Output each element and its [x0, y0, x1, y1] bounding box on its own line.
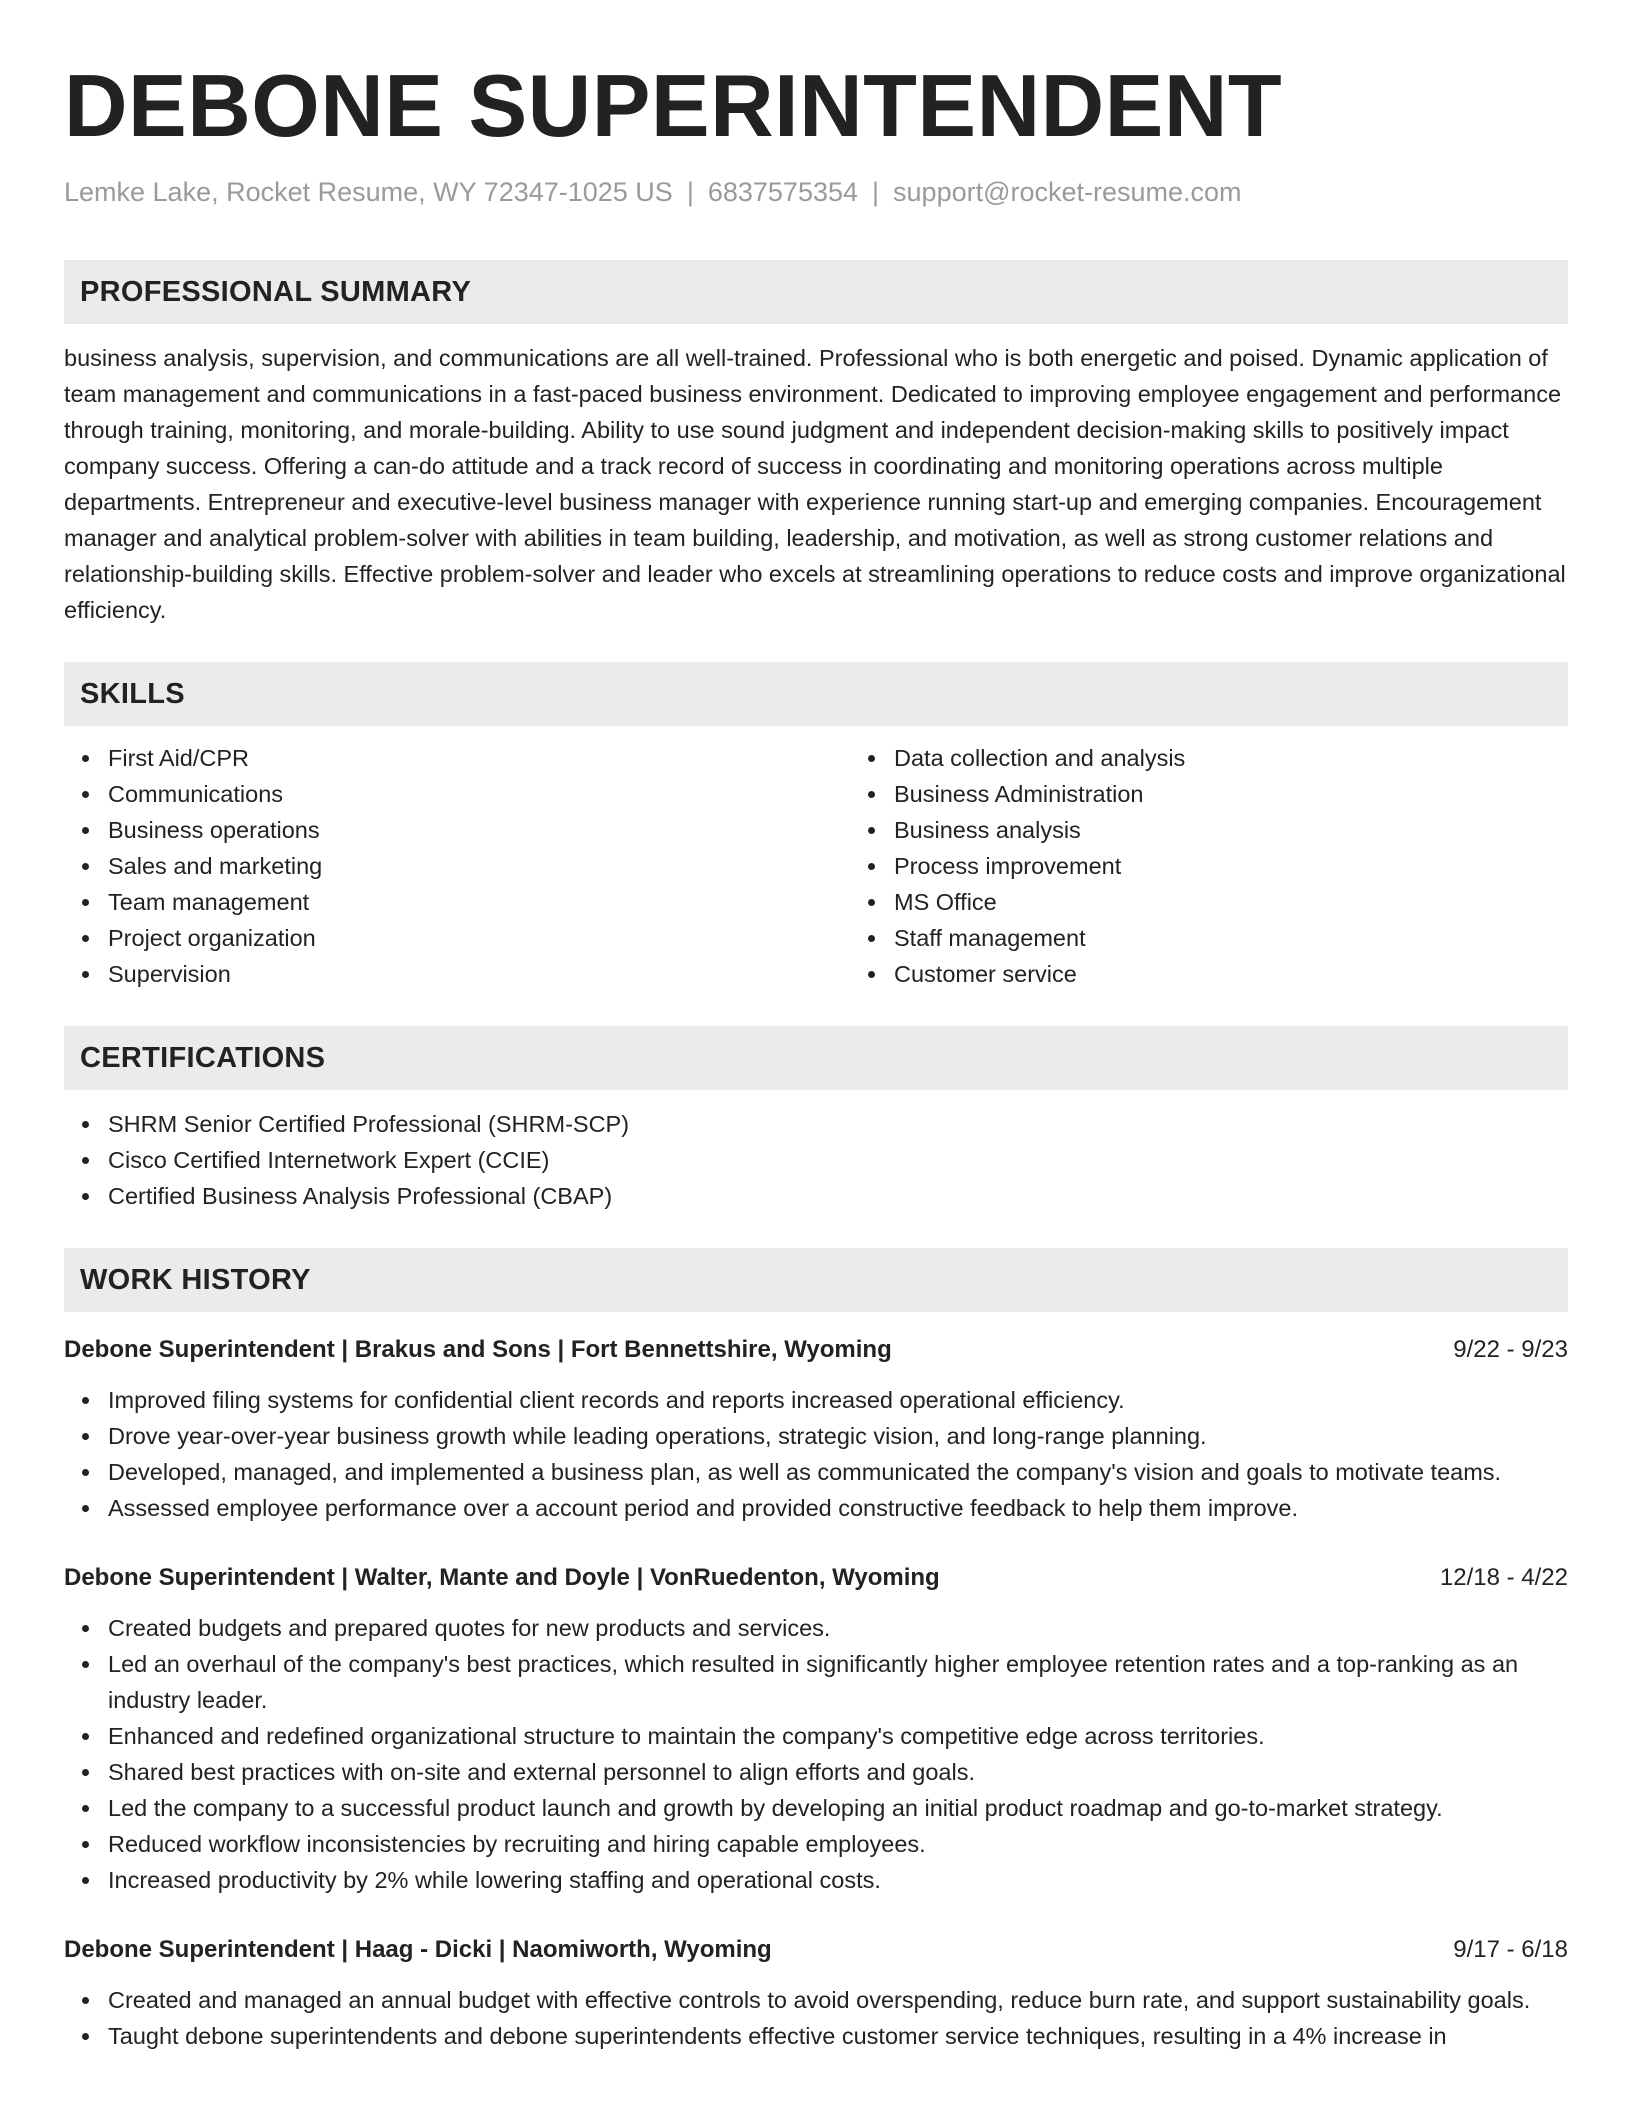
skill-item: Supervision: [108, 956, 850, 992]
certifications-list: [64, 1106, 1568, 1214]
section-header-certifications: CERTIFICATIONS: [64, 1026, 1568, 1090]
job-bullet: Reduced workflow inconsistencies by recruiting and hiring capable employees.: [108, 1826, 1568, 1862]
skill-item: Customer service: [894, 956, 1632, 992]
job-header: [64, 1932, 1568, 1968]
section-header-work-history: WORK HISTORY: [64, 1248, 1568, 1312]
certification-item: SHRM Senior Certified Professional (SHRM-SCP): [108, 1106, 1568, 1142]
job-entry: [64, 1932, 1568, 2054]
skill-item: Staff management: [894, 920, 1632, 956]
skill-item: Sales and marketing: [108, 848, 850, 884]
resume-page: [64, 0, 1568, 2054]
skill-item: Process improvement: [894, 848, 1632, 884]
contact-line: [64, 174, 1568, 210]
job-bullet: Created budgets and prepared quotes for new products and services.: [108, 1610, 1568, 1646]
contact-email: support@rocket-resume.com: [893, 177, 1242, 207]
job-bullet: Taught debone superintendents and debone superintendents effective customer service techniques, resulting in a 4% increase in: [108, 2018, 1568, 2054]
certification-item: Certified Business Analysis Professional (CBAP): [108, 1178, 1568, 1214]
candidate-name: DEBONE SUPERINTENDENT: [64, 56, 1283, 155]
job-bullets: [64, 1610, 1568, 1898]
job-bullet: Developed, managed, and implemented a business plan, as well as communicated the company's vision and goals to motivate teams.: [108, 1454, 1568, 1490]
job-bullet: Created and managed an annual budget with effective controls to avoid overspending, reduce burn rate, and support sustainability goals.: [108, 1982, 1568, 2018]
contact-separator: |: [872, 177, 880, 207]
job-bullet: Enhanced and redefined organizational structure to maintain the company's competitive edge across territories.: [108, 1718, 1568, 1754]
job-entry: [64, 1332, 1568, 1526]
skill-item: First Aid/CPR: [108, 740, 850, 776]
section-header-skills: SKILLS: [64, 662, 1568, 726]
job-bullet: Drove year-over-year business growth while leading operations, strategic vision, and long-range planning.: [108, 1418, 1568, 1454]
job-title: Debone Superintendent | Brakus and Sons | Fort Bennettshire, Wyoming: [64, 1336, 892, 1363]
skill-item: Data collection and analysis: [894, 740, 1632, 776]
job-title: Debone Superintendent | Walter, Mante and Doyle | VonRuedenton, Wyoming: [64, 1564, 940, 1591]
job-bullet: Shared best practices with on-site and external personnel to align efforts and goals.: [108, 1754, 1568, 1790]
skill-item: MS Office: [894, 884, 1632, 920]
section-header-summary: PROFESSIONAL SUMMARY: [64, 260, 1568, 324]
job-bullet: Led an overhaul of the company's best practices, which resulted in significantly higher employee retention rates and a top-ranking as an industry leader.: [108, 1646, 1568, 1718]
job-bullet: Improved filing systems for confidential client records and reports increased operational efficiency.: [108, 1382, 1568, 1418]
skill-item: Business operations: [108, 812, 850, 848]
job-dates: 9/22 - 9/23: [1453, 1336, 1568, 1363]
skill-item: Business Administration: [894, 776, 1632, 812]
skill-item: Business analysis: [894, 812, 1632, 848]
certification-item: Cisco Certified Internetwork Expert (CCIE): [108, 1142, 1568, 1178]
job-entry: [64, 1560, 1568, 1898]
contact-address: Lemke Lake, Rocket Resume, WY 72347-1025 US: [64, 177, 673, 207]
job-header: [64, 1560, 1568, 1596]
job-dates: 9/17 - 6/18: [1453, 1936, 1568, 1963]
job-bullets: [64, 1382, 1568, 1526]
job-title: Debone Superintendent | Haag - Dicki | Naomiworth, Wyoming: [64, 1936, 772, 1963]
skills-list: [64, 740, 1568, 992]
skill-item: Communications: [108, 776, 850, 812]
skills-column-left: [64, 740, 850, 992]
contact-phone: 6837575354: [707, 177, 859, 207]
job-bullet: Led the company to a successful product launch and growth by developing an initial product roadmap and go-to-market strategy.: [108, 1790, 1568, 1826]
job-bullets: [64, 1982, 1568, 2054]
job-dates: 12/18 - 4/22: [1439, 1564, 1568, 1591]
skill-item: Team management: [108, 884, 850, 920]
job-bullet: Assessed employee performance over a account period and provided constructive feedback to help them improve.: [108, 1490, 1568, 1526]
contact-separator: |: [686, 177, 694, 207]
skills-column-right: [850, 740, 1632, 992]
job-bullet: Increased productivity by 2% while lowering staffing and operational costs.: [108, 1862, 1568, 1898]
skill-item: Project organization: [108, 920, 850, 956]
summary-text: business analysis, supervision, and communications are all well-trained. Professional who is both energetic and poised. Dynamic application of team management and communications in a fast-paced business environment. Dedicated to improving employee engagement and performance through training, monitoring, and morale-building. Ability to use sound judgment and independent decision-making skills to positively impact company success. Offering a can-do attitude and a track record of success in coordinating and monitoring operations across multiple departments. Entrepreneur and executive-level business manager with experience running start-up and emerging companies. Encouragement manager and analytical problem-solver with abilities in team building, leadership, and motivation, as well as strong customer relations and relationship-building skills. Effective problem-solver and leader who excels at streamlining operations to reduce costs and improve organizational efficiency.: [64, 345, 1566, 623]
job-header: [64, 1332, 1568, 1368]
